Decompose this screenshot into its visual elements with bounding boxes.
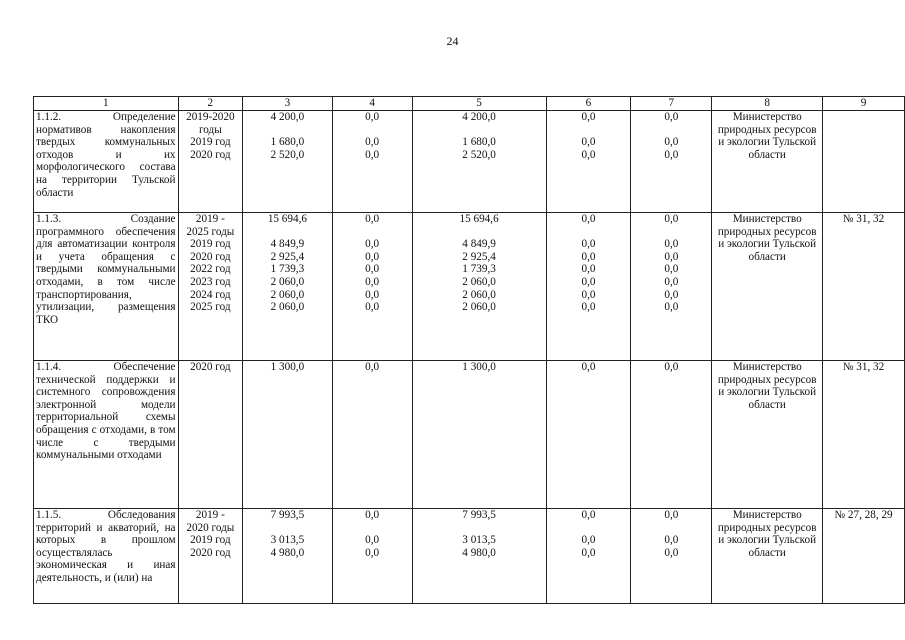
period-line: 2019 год	[190, 534, 231, 547]
amount-cell-c3	[243, 509, 332, 604]
amount-value: 0,0	[365, 136, 380, 149]
amount-value: 4 980,0	[462, 546, 496, 559]
amount-cell-c7	[631, 361, 712, 509]
table-row	[34, 213, 905, 361]
amount-value: 0,0	[664, 534, 679, 547]
amount-value: 0,0	[581, 288, 596, 301]
amount-cell-c3	[243, 213, 332, 361]
amount-value: 4 200,0	[462, 111, 496, 123]
amount-value: 0,0	[664, 148, 679, 161]
amount-value: 0,0	[365, 301, 380, 314]
period-line: 2019 -	[195, 213, 225, 225]
amount-cell-c7	[631, 509, 712, 604]
col-header-4: 4	[332, 97, 412, 111]
period-cell	[178, 213, 243, 361]
activity-name: 1.1.2. Определение нормативов накопления твердых коммунальных отходов и их морфологического состава на территории Тульской области	[34, 111, 179, 213]
amount-value: 2 520,0	[270, 148, 305, 161]
amount-value	[633, 226, 709, 239]
amount-value: 2 060,0	[462, 288, 496, 301]
amount-cell-c3	[243, 111, 332, 213]
col-header-7: 7	[631, 97, 712, 111]
amount-cell-c3	[243, 361, 332, 509]
amount-value: 0,0	[581, 546, 596, 559]
amount-cell-c4	[332, 509, 412, 604]
period-line: 2023 год	[190, 275, 231, 288]
period-line: 2020 год	[190, 148, 231, 161]
amount-cell-c7	[631, 111, 712, 213]
amount-value: 0,0	[365, 213, 380, 225]
amount-value: 0,0	[365, 534, 380, 547]
amount-value: 0,0	[581, 148, 596, 161]
period-line: 2019 -	[195, 509, 225, 521]
amount-value	[245, 522, 329, 535]
amount-value: 0,0	[365, 509, 380, 521]
amount-value: 3 013,5	[270, 534, 305, 547]
period-line: 2019-2020	[186, 111, 235, 123]
amount-cell-c6	[546, 361, 631, 509]
amount-value: 7 993,5	[462, 509, 496, 521]
amount-value: 1 680,0	[270, 136, 305, 149]
amount-value: 0,0	[365, 275, 380, 288]
amount-value: 0,0	[365, 361, 380, 373]
amount-value: 0,0	[664, 136, 679, 149]
amount-value	[335, 226, 410, 239]
amount-value: 0,0	[365, 263, 380, 276]
col-header-3: 3	[243, 97, 332, 111]
amount-value: 15 694,6	[459, 213, 499, 225]
amount-value: 0,0	[365, 250, 380, 263]
period-line: 2022 год	[190, 263, 231, 276]
budget-table	[33, 96, 905, 604]
amount-value: 0,0	[581, 361, 596, 373]
executor-cell: Министерство природных ресурсов и экологии Тульской области	[712, 509, 823, 604]
period-line: 2020 год	[190, 361, 231, 373]
amount-value: 0,0	[664, 111, 679, 123]
period-line: 2020 год	[190, 546, 231, 559]
amount-value: 2 520,0	[462, 148, 496, 161]
amount-value: 0,0	[581, 275, 596, 288]
amount-value: 2 060,0	[270, 288, 305, 301]
amount-cell-c5	[412, 213, 546, 361]
amount-value: 2 925,4	[462, 250, 496, 263]
amount-value: 0,0	[365, 238, 380, 251]
executor-cell: Министерство природных ресурсов и экологии Тульской области	[712, 111, 823, 213]
amount-value: 0,0	[581, 250, 596, 263]
table-row	[34, 361, 905, 509]
executor-cell: Министерство природных ресурсов и экологии Тульской области	[712, 361, 823, 509]
indicator-ref-cell	[823, 111, 905, 213]
activity-name: 1.1.3. Создание программного обеспечения для автоматизации контроля и учета обращения с твердыми коммунальными отходами, в том числе транспортирования, утилизации, размещения ТКО	[34, 213, 179, 361]
activity-name: 1.1.4. Обеспечение технической поддержки и системного сопровождения электронной модели территориальной схемы обращения с отходами, в том числе с твердыми коммунальными отходами	[34, 361, 179, 509]
period-line: годы	[198, 123, 222, 136]
activity-name: 1.1.5. Обследования территорий и акваторий, на которых в прошлом осуществлялась экономическая и иная деятельность, и (или) на	[34, 509, 179, 604]
amount-value: 4 980,0	[270, 546, 305, 559]
amount-value: 4 200,0	[270, 111, 305, 123]
amount-value: 0,0	[581, 136, 596, 149]
amount-value: 0,0	[581, 213, 596, 225]
amount-value: 0,0	[664, 301, 679, 314]
amount-cell-c6	[546, 111, 631, 213]
indicator-ref-cell: № 31, 32	[823, 361, 905, 509]
indicator-ref-cell: № 31, 32	[823, 213, 905, 361]
amount-value: 0,0	[664, 361, 679, 373]
col-header-1: 1	[34, 97, 179, 111]
amount-value: 4 849,9	[462, 238, 496, 251]
amount-value: 0,0	[581, 238, 596, 251]
amount-value	[245, 124, 329, 137]
amount-value	[335, 124, 410, 137]
amount-value	[633, 522, 709, 535]
amount-value: 0,0	[365, 288, 380, 301]
amount-value: 2 060,0	[270, 275, 305, 288]
amount-value: 0,0	[664, 263, 679, 276]
page-number: 24	[446, 34, 459, 48]
amount-value: 2 925,4	[270, 250, 305, 263]
header-row	[34, 97, 905, 111]
amount-value: 1 300,0	[462, 361, 496, 373]
col-header-6: 6	[546, 97, 631, 111]
amount-value	[415, 522, 544, 535]
amount-value: 0,0	[581, 111, 596, 123]
amount-cell-c6	[546, 509, 631, 604]
amount-cell-c5	[412, 111, 546, 213]
amount-cell-c4	[332, 213, 412, 361]
col-header-9: 9	[823, 97, 905, 111]
amount-value: 2 060,0	[462, 301, 496, 314]
amount-cell-c5	[412, 509, 546, 604]
amount-value: 1 680,0	[462, 136, 496, 149]
amount-value: 0,0	[581, 534, 596, 547]
amount-value: 4 849,9	[270, 238, 305, 251]
amount-value: 0,0	[664, 238, 679, 251]
table-row	[34, 509, 905, 604]
amount-value: 0,0	[581, 263, 596, 276]
col-header-8: 8	[712, 97, 823, 111]
amount-value	[335, 522, 410, 535]
amount-value	[415, 124, 544, 137]
period-line: 2020 годы	[186, 521, 235, 534]
amount-value: 0,0	[365, 111, 380, 123]
amount-value	[415, 226, 544, 239]
amount-value: 0,0	[581, 301, 596, 314]
amount-value	[245, 226, 329, 239]
amount-value	[633, 124, 709, 137]
period-cell	[178, 361, 243, 509]
period-line: 2024 год	[190, 288, 231, 301]
col-header-2: 2	[178, 97, 243, 111]
amount-value	[549, 522, 629, 535]
amount-value: 0,0	[664, 275, 679, 288]
amount-value: 1 739,3	[462, 263, 496, 276]
amount-value: 2 060,0	[270, 301, 305, 314]
amount-value: 15 694,6	[267, 213, 307, 225]
col-header-5: 5	[412, 97, 546, 111]
period-cell	[178, 111, 243, 213]
period-cell	[178, 509, 243, 604]
indicator-ref-cell: № 27, 28, 29	[823, 509, 905, 604]
amount-cell-c7	[631, 213, 712, 361]
amount-value: 0,0	[365, 148, 380, 161]
period-line: 2020 год	[190, 250, 231, 263]
table-row	[34, 111, 905, 213]
period-line: 2019 год	[190, 238, 231, 251]
amount-cell-c4	[332, 111, 412, 213]
period-line: 2025 годы	[186, 225, 235, 238]
amount-value	[549, 124, 629, 137]
executor-cell: Министерство природных ресурсов и экологии Тульской области	[712, 213, 823, 361]
amount-value: 1 300,0	[270, 361, 305, 373]
amount-value: 0,0	[664, 250, 679, 263]
amount-value: 0,0	[664, 288, 679, 301]
amount-value: 1 739,3	[270, 263, 305, 276]
amount-value: 0,0	[581, 509, 596, 521]
amount-value: 0,0	[664, 546, 679, 559]
amount-value: 0,0	[664, 213, 679, 225]
amount-cell-c5	[412, 361, 546, 509]
amount-value	[549, 226, 629, 239]
amount-value: 2 060,0	[462, 275, 496, 288]
amount-cell-c4	[332, 361, 412, 509]
amount-value: 7 993,5	[270, 509, 305, 521]
amount-cell-c6	[546, 213, 631, 361]
amount-value: 0,0	[365, 546, 380, 559]
amount-value: 3 013,5	[462, 534, 496, 547]
amount-value: 0,0	[664, 509, 679, 521]
period-line: 2019 год	[190, 136, 231, 149]
period-line: 2025 год	[190, 301, 231, 314]
